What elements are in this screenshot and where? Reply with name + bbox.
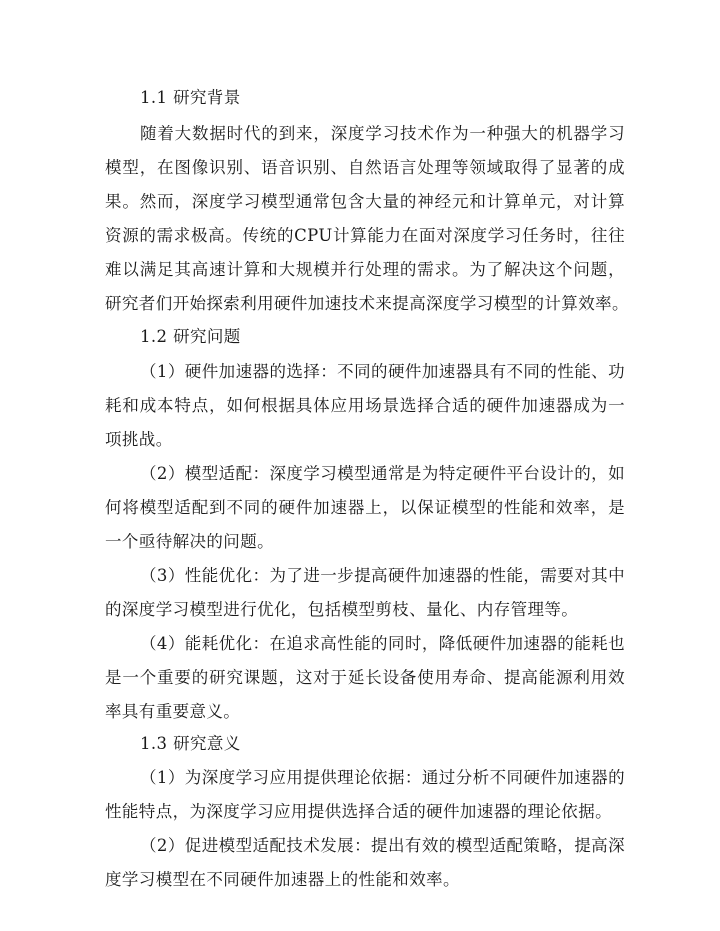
paragraph-line: 随着大数据时代的到来，深度学习技术作为一种强大的机器学习 (140, 124, 625, 143)
list-item-line: （3）性能优化：为了进一步提高硬件加速器的性能，需要对其中 (140, 566, 625, 585)
list-item-line: 耗和成本特点，如何根据具体应用场景选择合适的硬件加速器成为一 (105, 396, 625, 415)
list-item-line: （4）能耗优化：在追求高性能的同时，降低硬件加速器的能耗也 (140, 634, 625, 653)
list-item-line: （2）促进模型适配技术发展：提出有效的模型适配策略，提高深 (140, 836, 625, 855)
paragraph-line: 模型，在图像识别、语音识别、自然语言处理等领域取得了显著的成 (105, 158, 625, 177)
section-heading-research-significance: 1.3 研究意义 (140, 734, 241, 753)
list-item-line: 的深度学习模型进行优化，包括模型剪枝、量化、内存管理等。 (105, 600, 579, 619)
paragraph-line: 研究者们开始探索利用硬件加速技术来提高深度学习模型的计算效率。 (105, 294, 629, 313)
paragraph-line: 果。然而，深度学习模型通常包含大量的神经元和计算单元，对计算 (105, 192, 625, 211)
list-item-line: 何将模型适配到不同的硬件加速器上，以保证模型的性能和效率，是 (105, 498, 625, 517)
paragraph-line: 难以满足其高速计算和大规模并行处理的需求。为了解决这个问题， (105, 260, 625, 279)
list-item-line: 度学习模型在不同硬件加速器上的性能和效率。 (105, 870, 460, 889)
list-item-line: 性能特点，为深度学习应用提供选择合适的硬件加速器的理论依据。 (105, 802, 612, 821)
list-item-line: 是一个重要的研究课题，这对于延长设备使用寿命、提高能源利用效 (105, 668, 625, 687)
list-item-line: （1）为深度学习应用提供理论依据：通过分析不同硬件加速器的 (140, 768, 625, 787)
list-item-line: （1）硬件加速器的选择：不同的硬件加速器具有不同的性能、功 (140, 362, 625, 381)
list-item-line: 项挑战。 (105, 430, 173, 449)
list-item-line: 一个亟待解决的问题。 (105, 532, 274, 551)
paragraph-line: 资源的需求极高。传统的CPU计算能力在面对深度学习任务时，往往 (105, 226, 625, 245)
section-heading-research-background: 1.1 研究背景 (140, 88, 241, 107)
list-item-line: 率具有重要意义。 (105, 702, 241, 721)
list-item-line: （2）模型适配：深度学习模型通常是为特定硬件平台设计的，如 (140, 464, 625, 483)
section-heading-research-questions: 1.2 研究问题 (140, 327, 241, 346)
